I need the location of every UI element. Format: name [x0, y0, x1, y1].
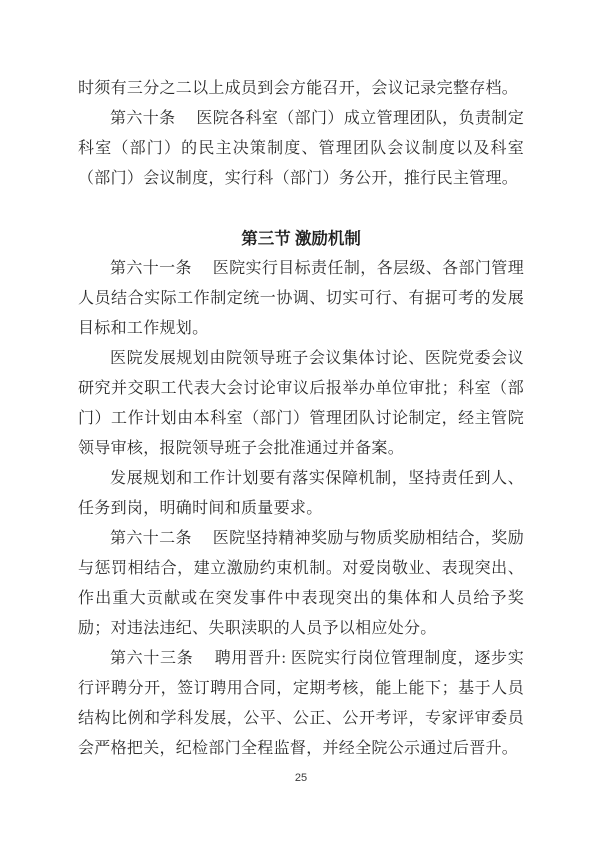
continuation-paragraph: 时须有三分之二以上成员到会方能召开，会议记录完整存档。 — [78, 80, 519, 97]
article-62-paragraph: 第六十二条 医院坚持精神奖励与物质奖励相结合，奖励与惩罚相结合，建立激励约束机制。对爱岗敬业、表现突出、作出重大贡献或在突发事件中表现突出的集体和人员给予奖励；对违法违纪、失职渎职的人员予以相应处分。 — [78, 530, 524, 637]
article-60-paragraph: 第六十条 医院各科室（部门）成立管理团队，负责制定科室（部门）的民主决策制度、管理团队会议制度以及科室（部门）会议制度，实行科（部门）务公开，推行民主管理。 — [78, 110, 524, 187]
article-63-paragraph: 第六十三条 聘用晋升: 医院实行岗位管理制度，逐步实行评聘分开，签订聘用合同，定期考核，能上能下；基于人员结构比例和学科发展，公平、公正、公开考评，专家评审委员会严格把关，纪检部门全程监督，并经全院公示通过后晋升。 — [78, 650, 524, 757]
section-3-heading: 第三节 激励机制 — [241, 229, 361, 248]
article-61-paragraph: 第六十一条 医院实行目标责任制，各层级、各部门管理人员结合实际工作制定统一协调、切实可行、有据可考的发展目标和工作规划。 — [78, 260, 524, 337]
page-number: 25 — [294, 772, 308, 784]
plan-implementation-paragraph: 发展规划和工作计划要有落实保障机制，坚持责任到人、任务到岗，明确时间和质量要求。 — [78, 470, 524, 517]
development-plan-paragraph: 医院发展规划由院领导班子会议集体讨论、医院党委会议研究并交职工代表大会讨论审议后报举办单位审批；科室（部门）工作计划由本科室（部门）管理团队讨论制定，经主管院领导审核，报院领导班子会批准通过并备案。 — [78, 350, 524, 457]
document-body — [78, 74, 524, 764]
